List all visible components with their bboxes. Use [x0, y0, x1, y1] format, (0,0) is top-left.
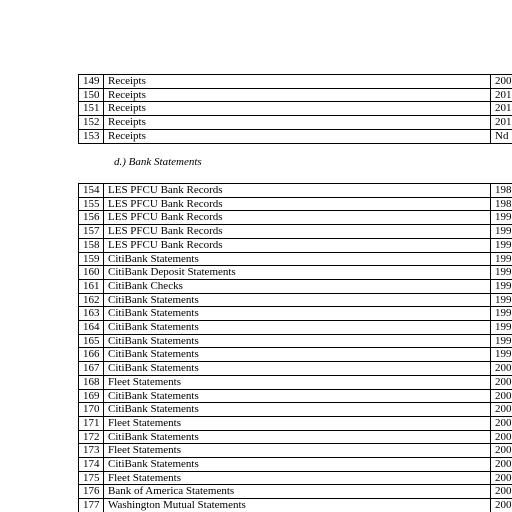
item-number: 166	[79, 348, 104, 362]
item-description: Receipts	[104, 102, 491, 116]
item-number: 153	[79, 129, 104, 143]
table-row	[79, 458, 512, 472]
item-description: Receipts	[104, 129, 491, 143]
item-description: Receipts	[104, 75, 491, 89]
item-number: 167	[79, 362, 104, 376]
item-number: 177	[79, 499, 104, 512]
table-row	[79, 88, 512, 102]
item-number: 173	[79, 444, 104, 458]
item-date: 200	[491, 458, 512, 472]
table-row	[79, 75, 512, 89]
item-date: 200	[491, 362, 512, 376]
item-date: 198	[491, 184, 512, 198]
table-row	[79, 471, 512, 485]
item-number: 165	[79, 334, 104, 348]
item-number: 176	[79, 485, 104, 499]
item-number: 171	[79, 416, 104, 430]
item-number: 160	[79, 266, 104, 280]
item-number: 162	[79, 293, 104, 307]
item-description: LES PFCU Bank Records	[104, 197, 491, 211]
item-description: CitiBank Checks	[104, 279, 491, 293]
item-date: 199	[491, 211, 512, 225]
item-date: 199	[491, 238, 512, 252]
item-description: Washington Mutual Statements	[104, 499, 491, 512]
item-date: 199	[491, 348, 512, 362]
table-row	[79, 348, 512, 362]
item-number: 172	[79, 430, 104, 444]
table-row	[79, 238, 512, 252]
table-row	[79, 362, 512, 376]
item-description: CitiBank Statements	[104, 348, 491, 362]
item-description: LES PFCU Bank Records	[104, 184, 491, 198]
table-row	[79, 225, 512, 239]
table-row	[79, 197, 512, 211]
item-number: 164	[79, 321, 104, 335]
item-number: 161	[79, 279, 104, 293]
item-description: LES PFCU Bank Records	[104, 225, 491, 239]
item-description: LES PFCU Bank Records	[104, 238, 491, 252]
item-number: 152	[79, 116, 104, 130]
item-description: Receipts	[104, 116, 491, 130]
bank-statements-heading: d.) Bank Statements	[114, 156, 202, 168]
table-row	[79, 375, 512, 389]
item-description: LES PFCU Bank Records	[104, 211, 491, 225]
item-number: 168	[79, 375, 104, 389]
item-number: 157	[79, 225, 104, 239]
table-row	[79, 293, 512, 307]
item-description: Fleet Statements	[104, 375, 491, 389]
item-description: CitiBank Statements	[104, 252, 491, 266]
item-date: 200	[491, 430, 512, 444]
table-row	[79, 334, 512, 348]
item-description: CitiBank Statements	[104, 293, 491, 307]
item-number: 158	[79, 238, 104, 252]
table-row	[79, 129, 512, 143]
item-number: 163	[79, 307, 104, 321]
item-date: 199	[491, 334, 512, 348]
item-date: 199	[491, 279, 512, 293]
table-row	[79, 102, 512, 116]
item-description: CitiBank Statements	[104, 458, 491, 472]
item-number: 156	[79, 211, 104, 225]
item-description: CitiBank Statements	[104, 430, 491, 444]
item-number: 150	[79, 88, 104, 102]
item-description: Bank of America Statements	[104, 485, 491, 499]
table-row	[79, 307, 512, 321]
item-description: CitiBank Deposit Statements	[104, 266, 491, 280]
item-date: 200	[491, 403, 512, 417]
item-date: 199	[491, 266, 512, 280]
table-row	[79, 266, 512, 280]
item-number: 169	[79, 389, 104, 403]
table-row	[79, 416, 512, 430]
item-date: Nd	[491, 129, 512, 143]
table-row	[79, 321, 512, 335]
item-description: CitiBank Statements	[104, 403, 491, 417]
item-date: 200	[491, 75, 512, 89]
table-row	[79, 444, 512, 458]
table-row	[79, 430, 512, 444]
item-number: 154	[79, 184, 104, 198]
item-date: 199	[491, 225, 512, 239]
bank-statements-table	[78, 183, 512, 512]
receipts-table-body	[79, 75, 512, 144]
table-row	[79, 499, 512, 512]
item-number: 155	[79, 197, 104, 211]
table-row	[79, 279, 512, 293]
item-number: 149	[79, 75, 104, 89]
table-row	[79, 389, 512, 403]
item-date: 200	[491, 389, 512, 403]
item-date: 200	[491, 375, 512, 389]
receipts-table	[78, 74, 512, 144]
item-date: 198	[491, 197, 512, 211]
item-number: 174	[79, 458, 104, 472]
table-row	[79, 211, 512, 225]
item-date: 201	[491, 116, 512, 130]
item-description: CitiBank Statements	[104, 334, 491, 348]
item-date: 199	[491, 252, 512, 266]
item-number: 159	[79, 252, 104, 266]
bank-statements-table-body	[79, 184, 512, 512]
item-description: Fleet Statements	[104, 416, 491, 430]
item-number: 175	[79, 471, 104, 485]
item-number: 170	[79, 403, 104, 417]
table-row	[79, 403, 512, 417]
item-description: Fleet Statements	[104, 471, 491, 485]
item-description: CitiBank Statements	[104, 307, 491, 321]
item-number: 151	[79, 102, 104, 116]
item-date: 199	[491, 321, 512, 335]
item-date: 201	[491, 102, 512, 116]
item-description: CitiBank Statements	[104, 362, 491, 376]
item-description: CitiBank Statements	[104, 389, 491, 403]
table-row	[79, 116, 512, 130]
item-date: 200	[491, 499, 512, 512]
item-description: Fleet Statements	[104, 444, 491, 458]
table-row	[79, 184, 512, 198]
item-date: 199	[491, 307, 512, 321]
table-row	[79, 252, 512, 266]
item-description: Receipts	[104, 88, 491, 102]
item-description: CitiBank Statements	[104, 321, 491, 335]
table-row	[79, 485, 512, 499]
item-date: 200	[491, 444, 512, 458]
item-date: 201	[491, 88, 512, 102]
item-date: 200	[491, 471, 512, 485]
item-date: 200	[491, 485, 512, 499]
item-date: 199	[491, 293, 512, 307]
item-date: 200	[491, 416, 512, 430]
